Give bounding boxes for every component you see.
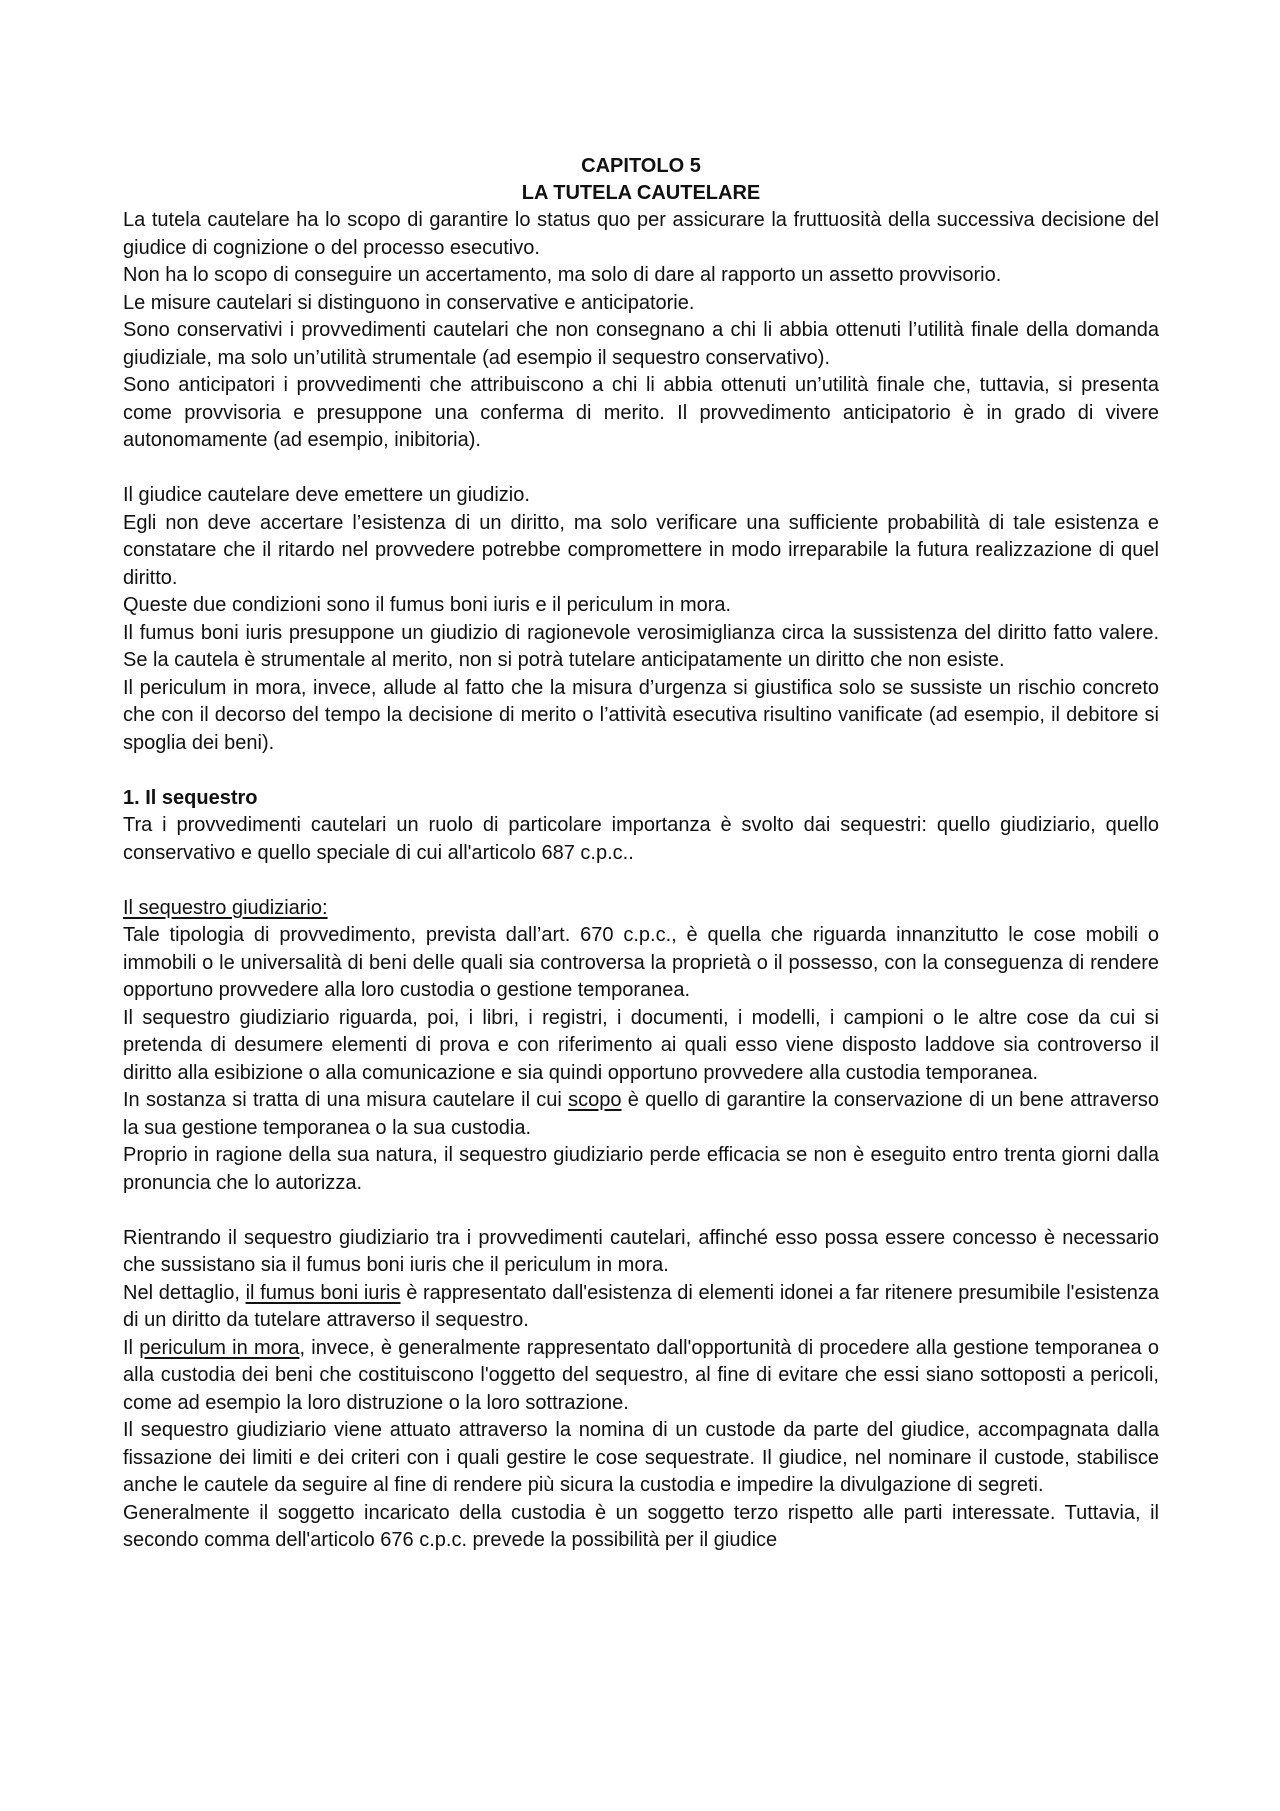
intro-paragraph: Le misure cautelari si distinguono in conservative e anticipatorie. <box>123 291 695 314</box>
section-paragraph <box>123 1087 1159 1142</box>
section-paragraph <box>123 1280 1159 1335</box>
text-run: In sostanza si tratta di una misura cautelare il cui <box>123 1089 569 1111</box>
paragraph-spacer <box>123 455 1159 483</box>
intro-paragraph: La tutela cautelare ha lo scopo di garantire lo status quo per assicurare la fruttuosità della successiva decisione del giudice di cognizione o del processo esecutivo. <box>123 209 1159 259</box>
text-run: Nel dettaglio, <box>123 1281 246 1304</box>
paragraph-spacer <box>123 757 1159 785</box>
underlined-term: scopo <box>568 1089 622 1111</box>
section-paragraph <box>123 1335 1159 1418</box>
intro-paragraph: Non ha lo scopo di conseguire un accertamento, ma solo di dare al rapporto un assetto provvisorio. <box>123 264 1002 286</box>
paragraph-spacer <box>123 867 1159 895</box>
subsection-heading-text: Il sequestro giudiziario: <box>123 896 328 919</box>
section-paragraph: Il sequestro giudiziario viene attuato attraverso la nomina di un custode da parte del giudice, accompagnata dalla fissazione dei limiti e dei criteri con i quali gestire le cose sequestrate. Il giudice, nel nominare il custode, stabilisce anche le cautele da seguire al fine di rendere più sicura la custodia e impedire la divulgazione di segreti. <box>123 1419 1159 1496</box>
section-heading: 1. Il sequestro <box>123 786 258 809</box>
section-paragraph: Rientrando il sequestro giudiziario tra i provvedimenti cautelari, affinché esso possa essere concesso è necessario che sussistano sia il fumus boni iuris che il periculum in mora. <box>123 1226 1159 1276</box>
text-run: è quello di garantire la conservazione di un bene attraverso la sua gestione temporanea o la sua custodia. <box>123 1089 1159 1139</box>
text-run: è rappresentato dall'esistenza di elementi idonei a far ritenere presumibile l'esistenza di un diritto da tutelare attraverso il sequestro. <box>123 1281 1159 1331</box>
text-run: , invece, è generalmente rappresentato dall'opportunità di procedere alla gestione temporanea o alla custodia dei beni che costituiscono l'oggetto del sequestro, al fine di evitare che essi siano sottoposti a pericoli, come ad esempio la loro distruzione o la loro sottrazione. <box>123 1336 1159 1414</box>
section-intro-paragraph: Tra i provvedimenti cautelari un ruolo di particolare importanza è svolto dai sequestri: quello giudiziario, quello conservativo e quello speciale di cui all'articolo 687 c.p.c.. <box>123 814 1159 864</box>
chapter-number: CAPITOLO 5 <box>581 155 701 177</box>
intro-paragraph: Sono conservativi i provvedimenti cautelari che non consegnano a chi li abbia ottenuti l’utilità finale della domanda giudiziale, ma solo un’utilità strumentale (ad esempio il sequestro conservativo). <box>123 319 1159 369</box>
section-paragraph: Proprio in ragione della sua natura, il sequestro giudiziario perde efficacia se non è eseguito entro trenta giorni dalla pronuncia che lo autorizza. <box>123 1144 1159 1194</box>
giudizio-paragraph: Il fumus boni iuris presuppone un giudizio di ragionevole verosimiglianza circa la sussistenza del diritto fatto valere. Se la cautela è strumentale al merito, non si potrà tutelare anticipatamente un diritto che non esiste. <box>123 621 1159 671</box>
section-paragraph: Generalmente il soggetto incaricato della custodia è un soggetto terzo rispetto alle parti interessate. Tuttavia, il secondo comma dell'articolo 676 c.p.c. prevede la possibilità per il giudice <box>123 1501 1159 1551</box>
subsection-heading <box>123 895 1159 923</box>
section-paragraph: Tale tipologia di provvedimento, prevista dall’art. 670 c.p.c., è quella che riguarda innanzitutto le cose mobili o immobili o le universalità di beni delle quali sia controversa la proprietà o il possesso, con la conseguenza di rendere opportuno provvedere alla loro custodia o gestione temporanea. <box>123 924 1159 1001</box>
giudizio-paragraph: Il periculum in mora, invece, allude al fatto che la misura d’urgenza si giustifica solo se sussiste un rischio concreto che con il decorso del tempo la decisione di merito o l’attività esecutiva risultino vanificate (ad esempio, il debitore si spoglia dei beni). <box>123 676 1159 754</box>
paragraph-spacer <box>123 1197 1159 1225</box>
section-paragraph: Il sequestro giudiziario riguarda, poi, i libri, i registri, i documenti, i modelli, i campioni o le altre cose da cui si pretenda di desumere elementi di prova e con riferimento ai quali esso viene disposto laddove sia controverso il diritto alla esibizione o alla comunicazione e sia quindi opportuno provvedere alla custodia temporanea. <box>123 1006 1159 1084</box>
underlined-term: periculum in mora <box>139 1336 300 1359</box>
underlined-term: il fumus boni iuris <box>245 1281 401 1304</box>
intro-paragraph: Sono anticipatori i provvedimenti che attribuiscono a chi li abbia ottenuti un’utilità finale che, tuttavia, si presenta come provvisoria e presuppone una conferma di merito. Il provvedimento anticipatorio è in grado di vivere autonomamente (ad esempio, inibitoria). <box>123 374 1159 451</box>
giudizio-paragraph: Egli non deve accertare l’esistenza di un diritto, ma solo verificare una sufficiente probabilità di tale esistenza e constatare che il ritardo nel provvedere potrebbe compromettere in modo irreparabile la futura realizzazione di quel diritto. <box>123 511 1159 589</box>
chapter-title: LA TUTELA CAUTELARE <box>521 182 761 204</box>
giudizio-paragraph: Il giudice cautelare deve emettere un giudizio. <box>123 484 530 506</box>
page-content <box>123 153 1159 1555</box>
text-run: Il <box>123 1336 140 1359</box>
giudizio-paragraph: Queste due condizioni sono il fumus boni iuris e il periculum in mora. <box>123 594 732 616</box>
